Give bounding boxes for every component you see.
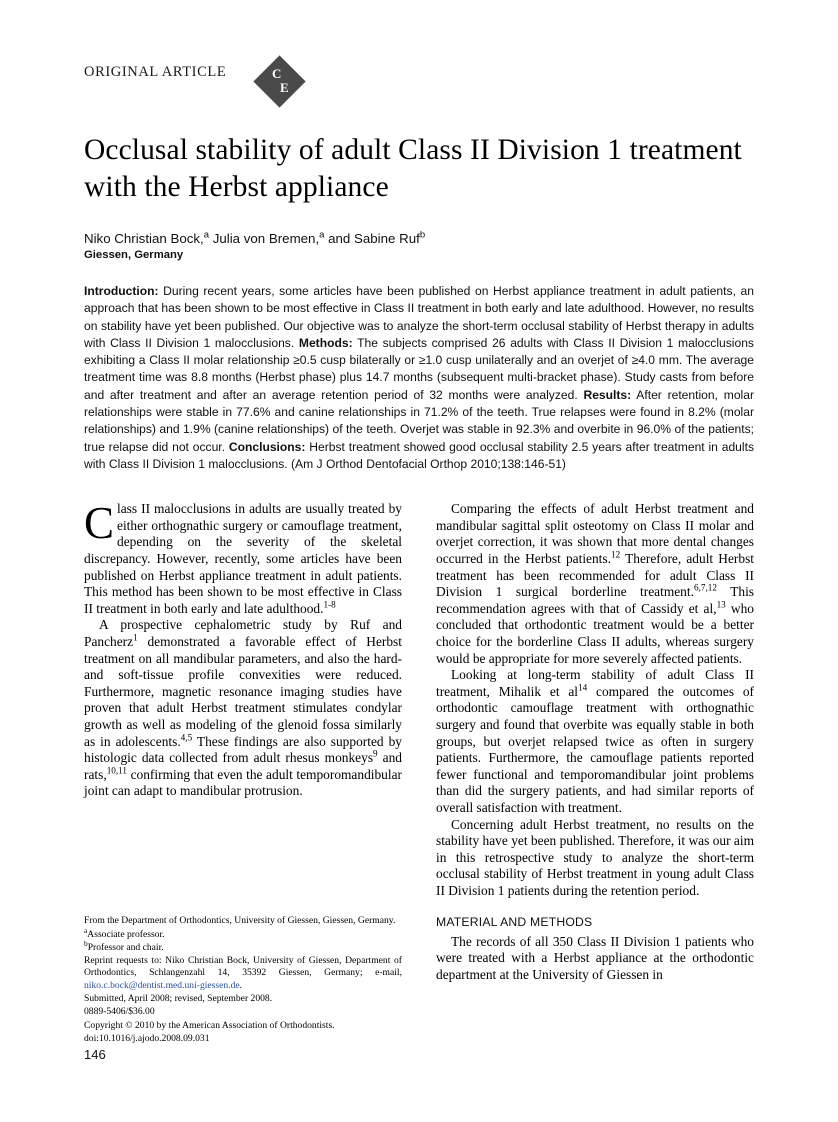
left-paragraph-1-text: lass II malocclusions in adults are usually treated by either orthognathic surgery or camouflage treatment, depending on the severity of the skeletal discrepancy. However, recently, some articles have been published on Herbst appliance treatment in adult patients. This method has been shown to be most effective in Class II treatment in both early and late adulthood.: [84, 501, 402, 616]
footnote-marker-a: a: [84, 925, 88, 935]
article-type-label: ORIGINAL ARTICLE: [84, 64, 227, 80]
author-3: and Sabine Ruf: [324, 231, 420, 246]
citation-10-11: 10,11: [106, 765, 128, 776]
right-paragraph-4: The records of all 350 Class II Division 1 patients who were treated with a Herbst appliance at the orthodontic department at the University of Giessen in: [436, 933, 754, 982]
right-p2-seg-b: compared the outcomes of orthodontic camouflage treatment with orthognathic surgery and found that overbite was equally stable in both groups, but overjet relapsed twice as often in surgery patients. Furthermore, the camouflage patients reported fewer functional and temporomandibular joint problems than did the surgery patients, and had similar reports of overall satisfaction with treatment.: [436, 683, 754, 815]
citation-6-7-12: 6,7,12: [693, 582, 717, 593]
left-column-text: [84, 498, 402, 800]
citation-9: 9: [373, 748, 378, 759]
logo-letters: [254, 56, 306, 108]
right-column-text: [436, 501, 754, 899]
right-paragraph-1: [436, 501, 754, 667]
right-column-text-2: [436, 934, 754, 984]
author-2: Julia von Bremen,: [209, 231, 320, 246]
left-paragraph-1: [84, 498, 402, 617]
author-2-affiliation-marker: a: [319, 229, 325, 241]
logo-letter-e: E: [280, 80, 289, 95]
left-column: [84, 498, 402, 1046]
right-p1-seg-c: This recommendation agrees with that of Cassidy et al,: [436, 584, 754, 616]
page-content: [84, 56, 754, 1046]
citation-13: 13: [716, 599, 726, 610]
left-p2-seg-e: confirming that even the adult temporomandibular joint can adapt to mandibular protrusion.: [84, 766, 402, 799]
section-heading-material-and-methods: MATERIAL AND METHODS: [436, 914, 593, 929]
author-3-affiliation-marker: b: [419, 229, 426, 241]
right-p1-seg-d: who concluded that orthodontic treatment would be a better choice for the borderline Class II adults, whereas surgery would be appropriate for more severely affected patients.: [436, 600, 754, 666]
author-list: [84, 230, 754, 247]
contact-email-link[interactable]: niko.c.bock@dentist.med.uni-giessen.de: [84, 979, 240, 991]
footnote-reprint-text: Reprint requests to: Niko Christian Bock, University of Giessen, Department of Orthodontics, Schlangenzahl 14, 35392 Giessen, Germany; e-mail,: [84, 955, 402, 979]
right-column: [436, 501, 754, 1046]
logo-letter-c: C: [272, 66, 282, 81]
two-column-body: [84, 498, 755, 1046]
footnote-a: [84, 925, 402, 941]
drop-cap: C: [84, 498, 115, 549]
citation-4-5: 4,5: [180, 732, 193, 743]
citation-14: 14: [578, 682, 588, 693]
author-1-affiliation-marker: a: [203, 229, 210, 241]
left-p2-seg-b: demonstrated a favorable effect of Herbst treatment on all mandibular parameters, and also the hard- and soft-tissue profile convexities were reduced. Furthermore, magnetic resonance imaging studies have proven that adult Herbst treatment stimulates condylar growth as well as modeling of the glenoid fossa similarly as in adolescents.: [84, 634, 402, 749]
left-p2-seg-c: These findings are also supported by histologic data collected from adult rhesus monkeys: [84, 733, 402, 766]
author-1: Niko Christian Bock,: [84, 231, 204, 246]
left-p2-seg-a: A prospective cephalometric study by Ruf and Pancherz: [84, 617, 402, 650]
footnote-submitted-dates: Submitted, April 2008; revised, September 2008.: [84, 993, 273, 1005]
footnotes-block: [84, 915, 402, 1046]
left-p2-seg-d: and rats,: [84, 750, 402, 782]
footnote-copyright: Copyright © 2010 by the American Association of Orthodontists.: [84, 1019, 335, 1031]
abstract-text: Introduction: During recent years, some articles have been published on Herbst appliance treatment in adult patients, an approach that has been shown to be most effective in Class II treatment in both early and late adulthood. However, no results on stability have yet been published. Our objective was to analyze the short-term occlusal stability of Herbst therapy in adults with Class II Division 1 malocclusions. Methods: The subjects comprised 26 adults with Class II Division 1 malocclusions exhibiting a Class II molar relationship ≥0.5 cusp bilaterally or ≥1.0 cusp unilaterally and an overjet of ≥4.0 mm. The average treatment time was 8.8 months (Herbst phase) plus 14.7 months (subsequent multi-bracket phase). Study casts from before and after treatment and after an average retention period of 32 months were analyzed. Results: After retention, molar relationships were stable in 77.6% and canine relationships in 71.2% of the teeth. True relapses were found in 8.2% (molar relationships) and 1.9% (canine relationships) of the teeth. Overjet was stable in 92.3% and overbite in 96.0% of the patients; true relapse did not occur. Conclusions: Herbst treatment showed good occlusal stability 2.5 years after treatment in adults with Class II Division 1 malocclusions. (Am J Orthod Dentofacial Orthop 2010;138:146-51): [84, 284, 754, 471]
citation-1: 1: [133, 632, 138, 643]
right-p1-seg-a: Comparing the effects of adult Herbst treatment and mandibular sagittal split osteotomy on Class II molar and overjet correction, it was shown that more dental changes occurred in the Herbst patients.: [436, 501, 754, 567]
right-p1-seg-b: Therefore, adult Herbst treatment has been recommended for adult Class II Division 1 surgical borderline treatment.: [436, 551, 755, 600]
ce-credit-diamond-logo-icon: [254, 56, 306, 108]
right-paragraph-2: [436, 667, 754, 816]
footnote-department: From the Department of Orthodontics, University of Giessen, Giessen, Germany.: [84, 915, 396, 927]
footnote-b-text: Professor and chair.: [87, 941, 164, 953]
author-affiliation-city: Giessen, Germany: [84, 249, 184, 261]
citation-1-8: 1-8: [323, 599, 336, 610]
footnote-marker-b: b: [84, 938, 88, 948]
page-number: 146: [84, 1047, 106, 1062]
page-title: Occlusal stability of adult Class II Division 1 treatment with the Herbst appliance: [84, 134, 742, 203]
right-paragraph-3: Concerning adult Herbst treatment, no results on the stability have yet been published. Therefore, it was our aim in this retrospective study to analyze the short-term occlusal stability of Herbst treatment in young adult Class II Division 1 patients during the retention period.: [436, 816, 754, 898]
footnote-doi: doi:10.1016/j.ajodo.2008.09.031: [84, 1032, 210, 1044]
right-p2-seg-a: Looking at long-term stability of adult Class II treatment, Mihalik et al: [436, 667, 754, 699]
footnote-a-text: Associate professor.: [87, 928, 165, 940]
citation-12: 12: [610, 549, 621, 560]
header-row: [84, 56, 754, 106]
footnote-issn: 0889-5406/$36.00: [84, 1006, 155, 1018]
footnote-b: [84, 938, 402, 954]
footnote-reprint-requests: [84, 955, 402, 992]
left-paragraph-2: [84, 617, 402, 800]
footnote-reprint-period: .: [239, 979, 243, 991]
